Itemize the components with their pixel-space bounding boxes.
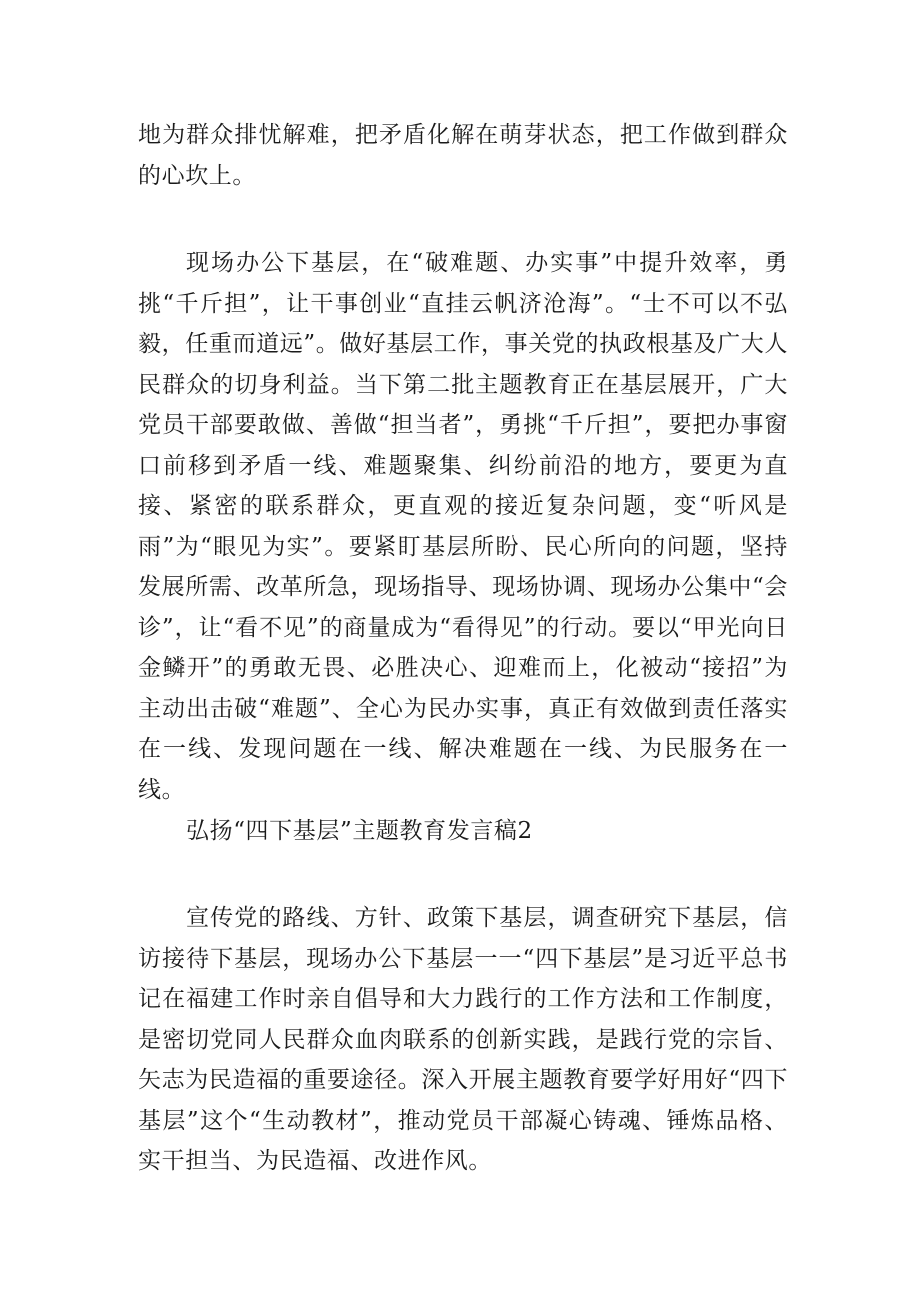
paragraph-continued: 地为群众排忧解难，把矛盾化解在萌芽状态，把工作做到群众的心坎上。 [138,122,788,189]
section-heading: 弘扬“四下基层”主题教育发言稿2 [186,818,533,844]
paragraph-on-site-office: 现场办公下基层，在“破难题、办实事”中提升效率，勇挑“千斤担”，让干事创业“直挂云帆济沧海”。“士不可以不弘毅，任重而道远”。做好基层工作，事关党的执政根基及广大人民群众的切身利益。当下第二批主题教育正在基层展开，广大党员干部要敢做、善做“担当者”，勇挑“千斤担”，要把办事窗口前移到矛盾一线、难题聚集、纠纷前沿的地方，要更为直接、紧密的联系群众，更直观的接近复杂问题，变“听风是雨”为“眼见为实”。要紧盯基层所盼、民心所向的问题，坚持发展所需、改革所急，现场指导、现场协调、现场办公集中“会诊”，让“看不见”的商量成为“看得见”的行动。要以“甲光向日金鳞开”的勇敢无畏、必胜决心、迎难而上，化被动“接招”为主动出击破“难题”、全心为民办实事，真正有效做到责任落实在一线、发现问题在一线、解决难题在一线、为民服务在一线。 [138,250,788,803]
paragraph-four-down-grassroots: 宣传党的路线、方针、政策下基层，调查研究下基层，信访接待下基层，现场办公下基层一一“四下基层”是习近平总书记在福建工作时亲自倡导和大力践行的工作方法和工作制度，是密切党同人民群众血肉联系的创新实践，是践行党的宗旨、矢志为民造福的重要途径。深入开展主题教育要学好用好“四下基层”这个“生动教材”，推动党员干部凝心铸魂、锤炼品格、实干担当、为民造福、改进作风。 [138,905,788,1174]
